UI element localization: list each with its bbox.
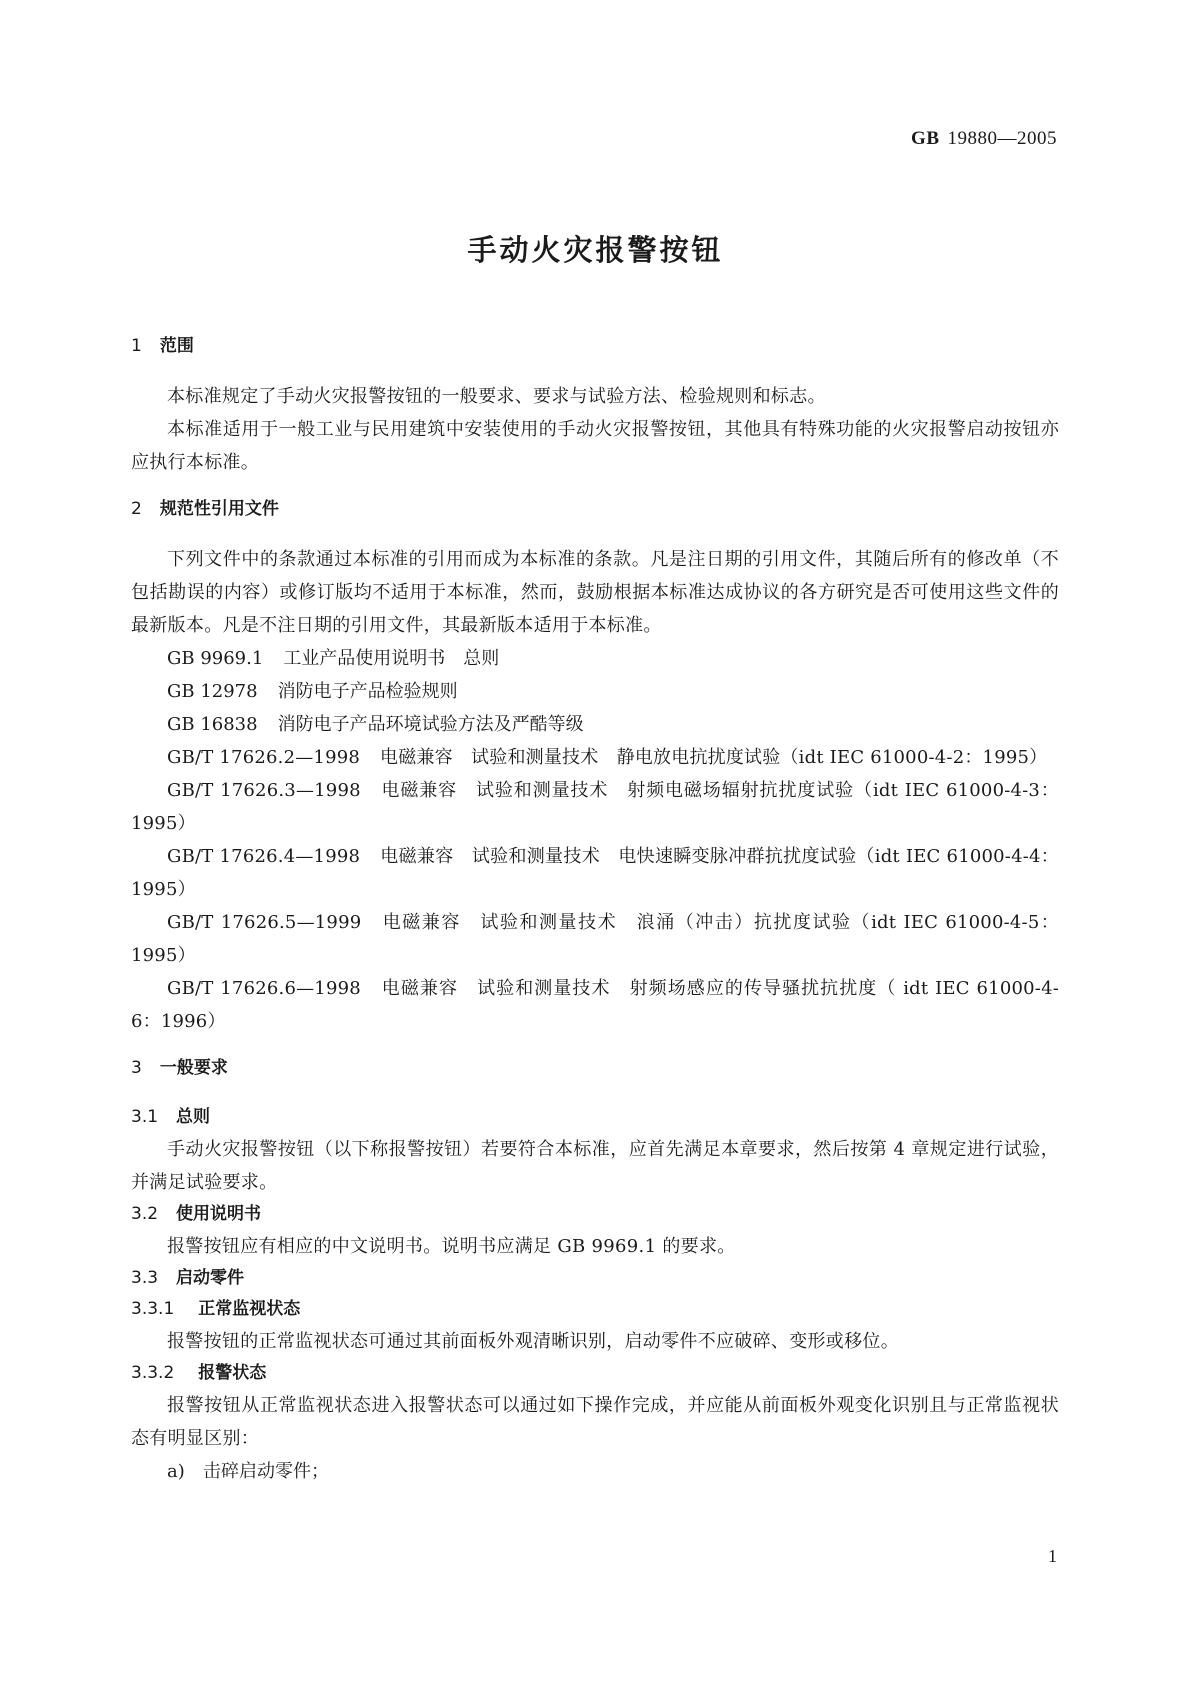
document-body	[131, 334, 1059, 1488]
page-number: 1	[1048, 1546, 1057, 1566]
subsection-heading: 3.2 使用说明书	[131, 1204, 262, 1224]
subsubsection-heading: 3.3.2 报警状态	[131, 1363, 267, 1383]
reference-item: GB 9969.1 工业产品使用说明书 总则	[167, 648, 500, 669]
subsection-heading: 3.1 总则	[131, 1107, 211, 1127]
standard-code: 19880—2005	[947, 128, 1057, 149]
section-heading: 3 一般要求	[131, 1058, 228, 1078]
paragraph: 报警按钮应有相应的中文说明书。说明书应满足 GB 9969.1 的要求。	[167, 1236, 736, 1257]
paragraph: 报警按钮从正常监视状态进入报警状态可以通过如下操作完成，并应能从前面板外观变化识别且与正常监视状态有明显区别：	[131, 1395, 1059, 1449]
list-item: a) 击碎启动零件；	[167, 1461, 329, 1482]
paragraph: 本标准规定了手动火灾报警按钮的一般要求、要求与试验方法、检验规则和标志。	[167, 386, 826, 407]
paragraph: 报警按钮的正常监视状态可通过其前面板外观清晰识别，启动零件不应破碎、变形或移位。	[167, 1331, 899, 1352]
reference-item: GB/T 17626.3—1998 电磁兼容 试验和测量技术 射频电磁场辐射抗扰度试验（idt IEC 61000-4-3：1995）	[131, 780, 1059, 834]
paragraph: 下列文件中的条款通过本标准的引用而成为本标准的条款。凡是注日期的引用文件，其随后所有的修改单（不包括勘误的内容）或修订版均不适用于本标准，然而，鼓励根据本标准达成协议的各方研究是否可使用这些文件的最新版本。凡是不注日期的引用文件，其最新版本适用于本标准。	[131, 549, 1059, 636]
section-normative-references	[131, 497, 1059, 1038]
reference-item: GB/T 17626.2—1998 电磁兼容 试验和测量技术 静电放电抗扰度试验（idt IEC 61000-4-2：1995）	[167, 747, 1048, 768]
subsubsection-heading: 3.3.1 正常监视状态	[131, 1299, 301, 1319]
paragraph: 本标准适用于一般工业与民用建筑中安装使用的手动火灾报警按钮，其他具有特殊功能的火灾报警启动按钮亦应执行本标准。	[131, 419, 1059, 473]
reference-item: GB/T 17626.6—1998 电磁兼容 试验和测量技术 射频场感应的传导骚扰抗扰度（ idt IEC 61000-4-6：1996）	[131, 978, 1059, 1032]
reference-item: GB/T 17626.5—1999 电磁兼容 试验和测量技术 浪涌（冲击）抗扰度试验（idt IEC 61000-4-5：1995）	[131, 912, 1060, 966]
standard-prefix: GB	[911, 128, 940, 149]
reference-item: GB/T 17626.4—1998 电磁兼容 试验和测量技术 电快速瞬变脉冲群抗扰度试验（idt IEC 61000-4-4：1995）	[131, 846, 1059, 900]
section-heading: 2 规范性引用文件	[131, 499, 279, 519]
reference-item: GB 12978 消防电子产品检验规则	[167, 681, 458, 702]
reference-item: GB 16838 消防电子产品环境试验方法及严酷等级	[167, 714, 584, 735]
paragraph: 手动火灾报警按钮（以下称报警按钮）若要符合本标准，应首先满足本章要求，然后按第 4 章规定进行试验，并满足试验要求。	[131, 1139, 1059, 1193]
section-scope	[131, 334, 1059, 479]
section-heading: 1 范围	[131, 336, 194, 356]
subsection-heading: 3.3 启动零件	[131, 1268, 245, 1288]
standard-number	[911, 128, 1057, 150]
section-general-requirements	[131, 1056, 1059, 1488]
document-title: 手动火灾报警按钮	[467, 233, 724, 267]
